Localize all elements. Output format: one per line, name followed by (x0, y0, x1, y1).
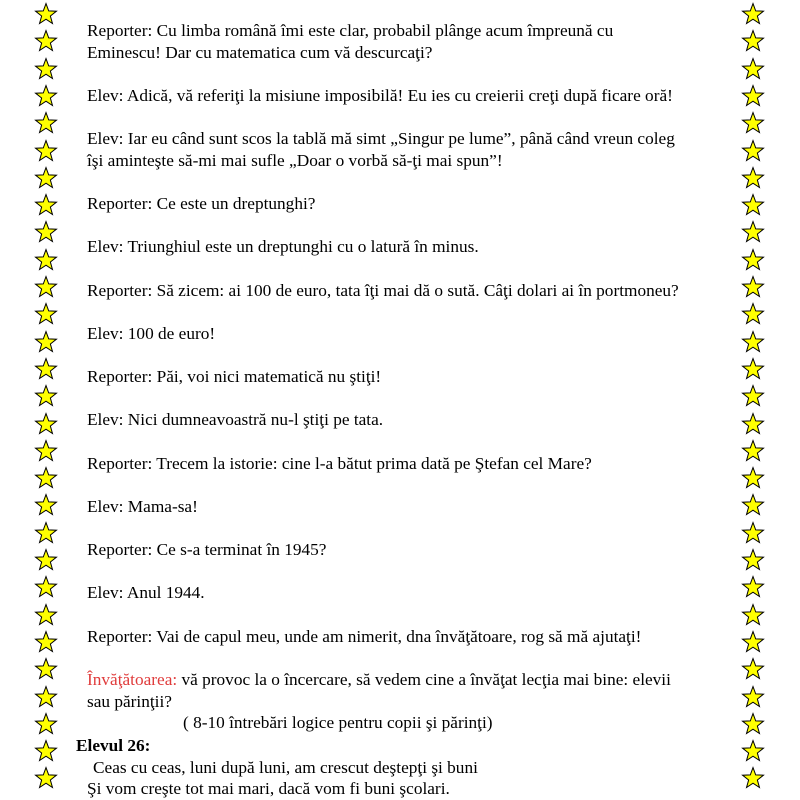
reporter-question-line: Eminescu! Dar cu matematica cum vă descurcaţi? (87, 43, 433, 62)
teacher-text: vă provoc la o încercare, să vedem cine a învăţat lecţia mai bine: elevii (177, 670, 671, 689)
teacher-line: sau părinţii? (87, 692, 172, 711)
reporter-question-line: Reporter: Vai de capul meu, unde am nimerit, dna învăţătoare, rog să mă ajutaţi! (87, 627, 642, 646)
reporter-question-line: Reporter: Ce este un dreptunghi? (87, 194, 316, 213)
reporter-question-line: Reporter: Ce s-a terminat în 1945? (87, 540, 327, 559)
poem-verse: Şi vom creşte tot mai mari, dacă vom fi buni şcolari. (87, 779, 450, 798)
student-answer-line: Elev: Anul 1944. (87, 583, 205, 602)
student-answer-line: Elev: Mama-sa! (87, 497, 198, 516)
reporter-question-line: Reporter: Cu limba română îmi este clar, probabil plânge acum împreună cu (87, 21, 614, 40)
reporter-question-line: Reporter: Trecem la istorie: cine l-a bătut prima dată pe Ştefan cel Mare? (87, 454, 592, 473)
student-answer-line: Elev: 100 de euro! (87, 324, 216, 343)
reporter-question-line: Reporter: Păi, voi nici matematică nu ştiţi! (87, 367, 382, 386)
reporter-question-line: Reporter: Să zicem: ai 100 de euro, tata îţi mai dă o sută. Câţi dolari ai în portmoneu? (87, 281, 679, 300)
poem-verse: Ceas cu ceas, luni după luni, am crescut deştepţi şi buni (93, 758, 478, 777)
teacher-line (87, 669, 671, 690)
student-answer-line: îşi aminteşte să-mi mai sufle „Doar o vorbă să-ţi mai spun”! (87, 151, 503, 170)
student-answer-line: Elev: Adică, vă referiţi la misiune imposibilă! Eu ies cu creierii creţi după ficare oră! (87, 86, 673, 105)
student-answer-line: Elev: Iar eu când sunt scos la tablă mă simt „Singur pe lume”, până când vreun coleg (87, 129, 675, 148)
student-answer-line: Elev: Nici dumneavoastră nu-l ştiţi pe tata. (87, 410, 384, 429)
student-answer-line: Elev: Triunghiul este un dreptunghi cu o latură în minus. (87, 237, 479, 256)
teacher-note: ( 8-10 întrebări logice pentru copii şi părinţi) (183, 713, 493, 732)
teacher-speaker-label: Învăţătoarea: (87, 670, 178, 689)
student-26-heading: Elevul 26: (76, 736, 151, 755)
